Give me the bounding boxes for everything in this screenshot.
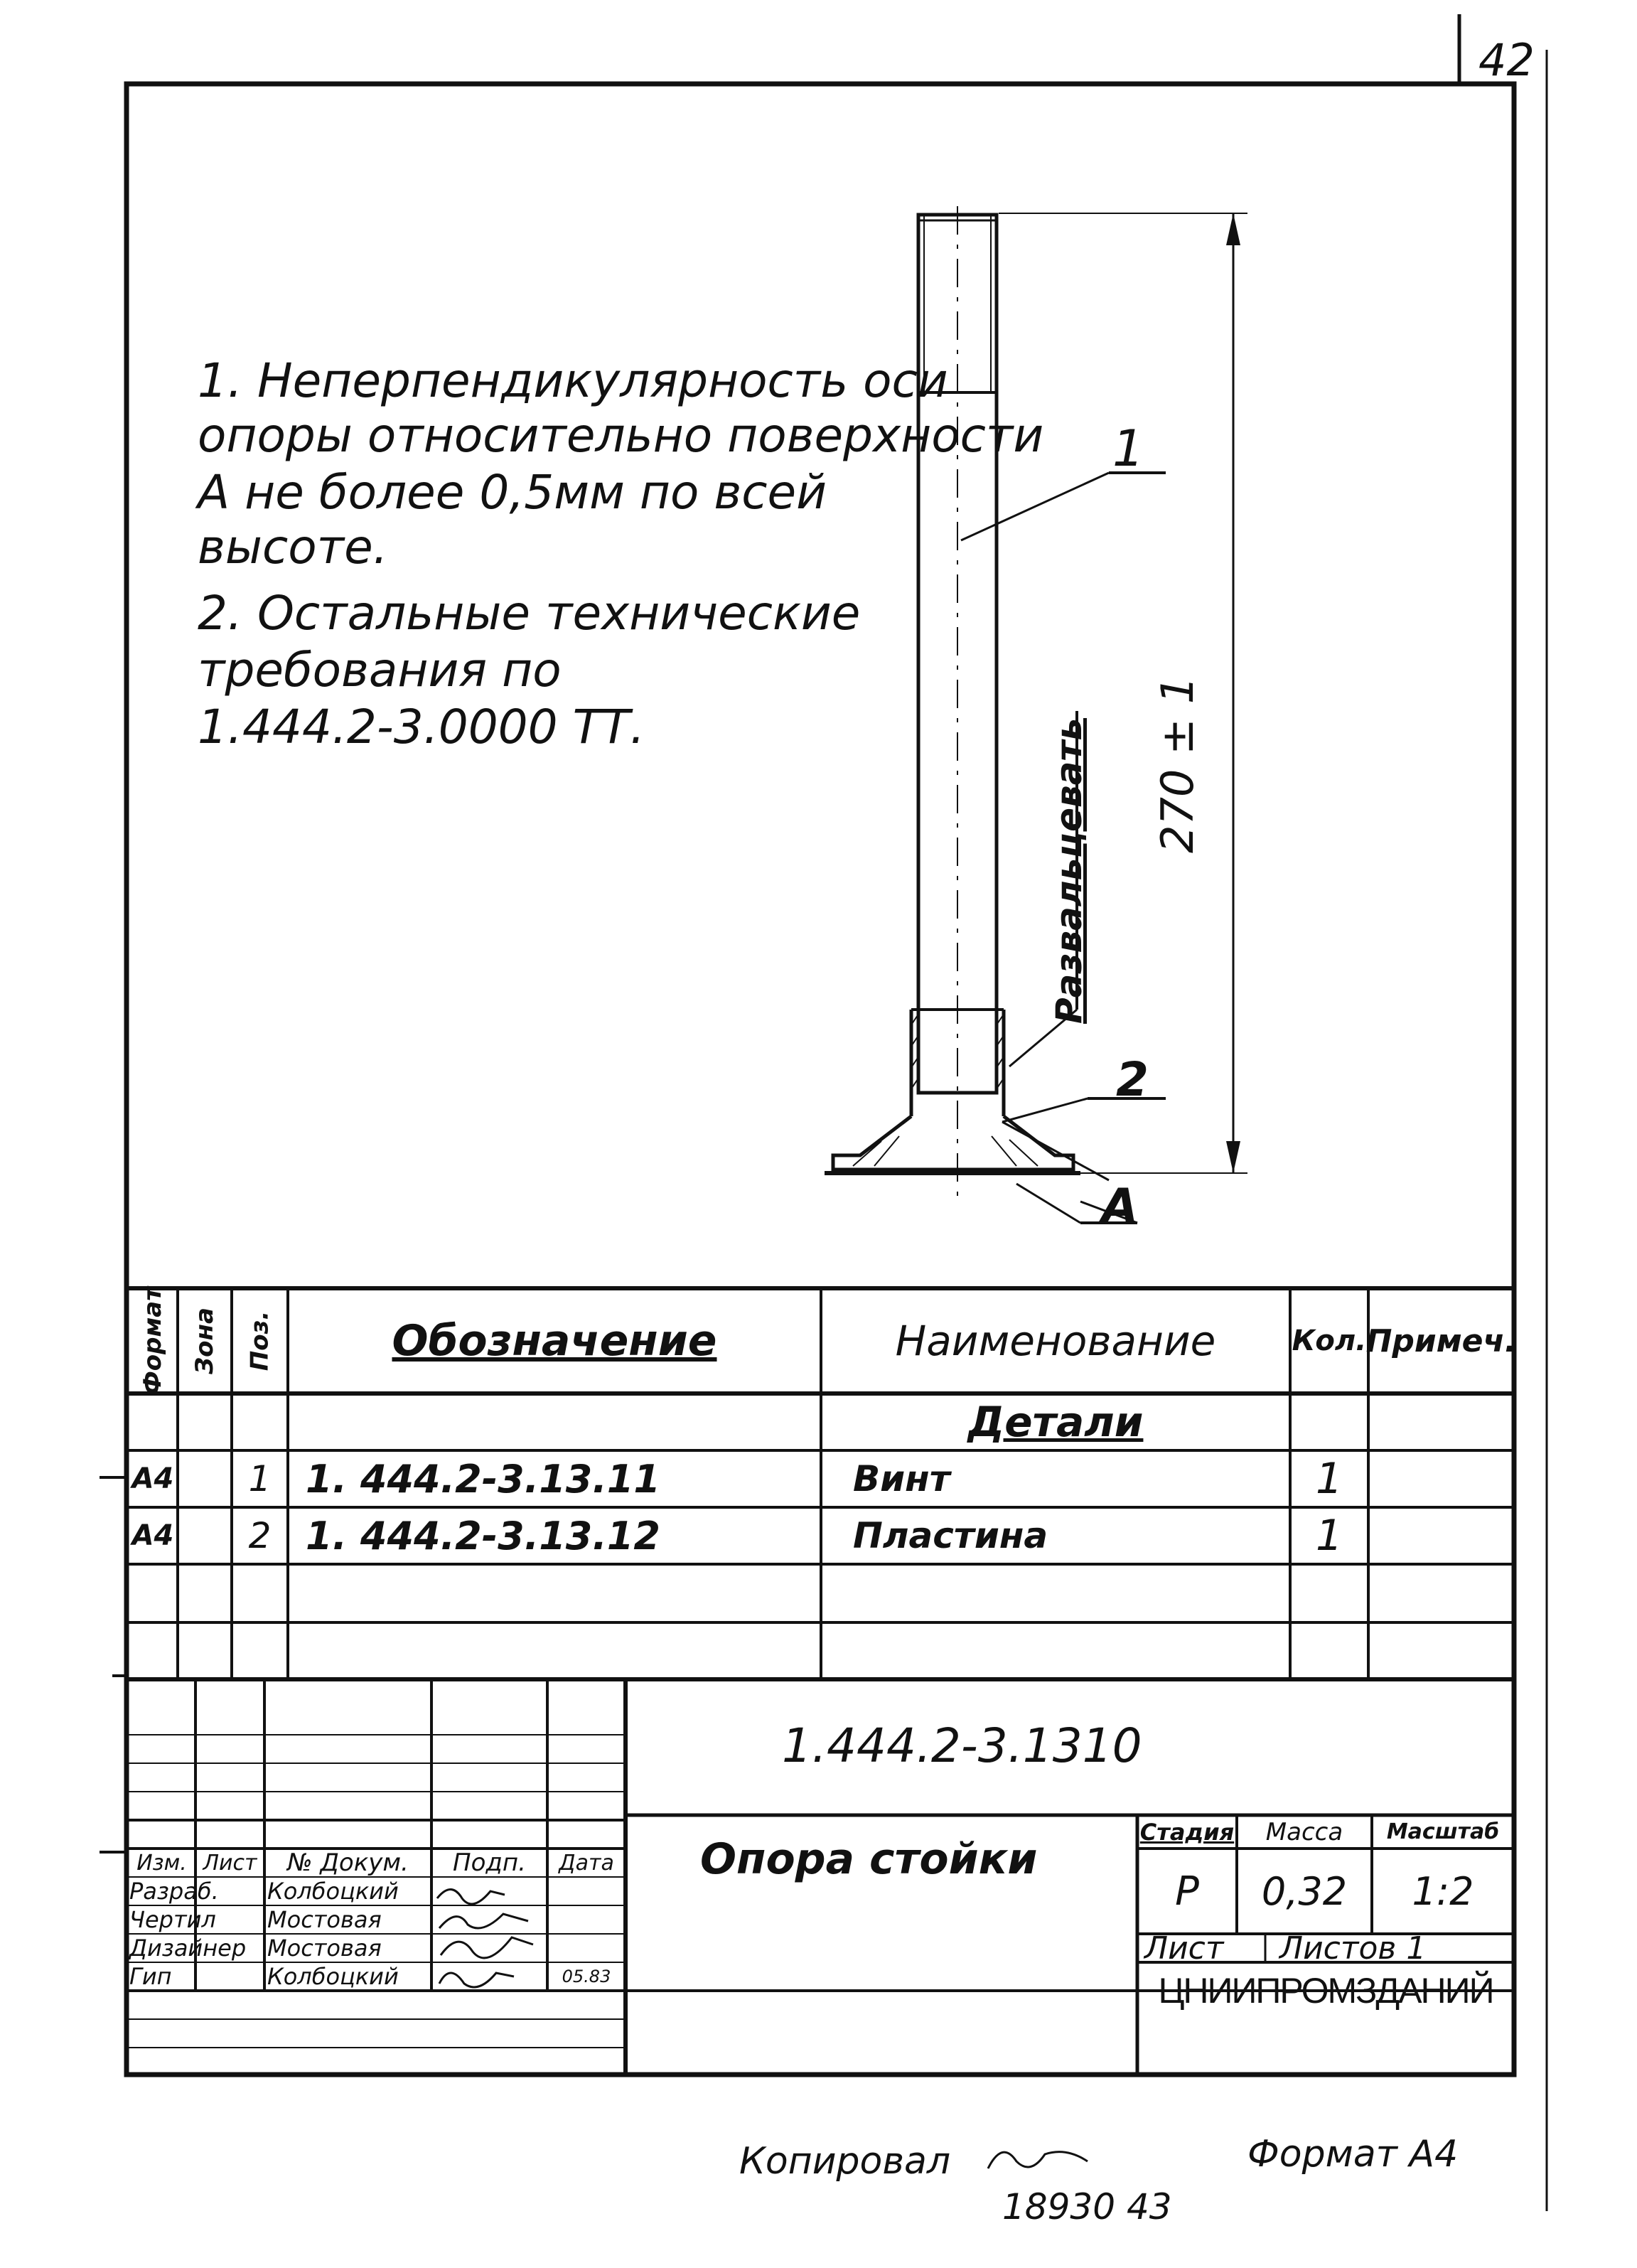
note-line: требования по [198,643,562,697]
row-pos: 2 [248,1515,272,1556]
sign-header-sign: Подп. [453,1849,526,1877]
document-title: Опора стойки [700,1834,1038,1884]
sign-header-doc: № Докум. [287,1849,409,1877]
row-name: Пластина [853,1515,1048,1556]
mass-label: Масса [1265,1817,1343,1846]
document-code: 1.444.2-3.1310 [782,1718,1142,1773]
header-note: Примеч. [1365,1322,1517,1359]
sign-header-date: Дата [559,1850,614,1876]
note-line: 1. Неперпендикулярность оси [198,353,948,408]
header-name: Наименование [895,1317,1216,1365]
scale-label: Масштаб [1386,1819,1500,1844]
row-format: А4 [132,1462,174,1495]
scale-value: 1:2 [1412,1868,1474,1914]
sign-header-list: Лист [203,1850,257,1876]
note-line: высоте. [198,520,388,574]
sign-role: Разраб. [129,1878,219,1905]
sign-date: 05.83 [562,1967,611,1986]
copied-by: Копировал [739,2140,951,2183]
sign-role: Дизайнер [129,1935,247,1962]
callout-A: А [1102,1179,1139,1234]
sign-name: Колбоцкий [267,1878,399,1905]
stage-value: Р [1175,1868,1199,1915]
callout-1: 1 [1112,419,1144,478]
sign-name: Мостовая [267,1935,382,1962]
row-designation: 1. 444.2-3.13.11 [306,1456,660,1502]
note-line: 2. Остальные технические [198,586,861,641]
row-pos: 1 [248,1458,272,1499]
header-qty: Кол. [1292,1325,1367,1357]
section-title: Детали [967,1398,1144,1446]
dimension-label: 270 ± 1 [1152,675,1203,853]
sheets-label: Листов 1 [1279,1930,1427,1967]
stage-label: Стадия [1139,1818,1235,1846]
row-format: А4 [132,1519,174,1552]
callout-2: 2 [1116,1052,1149,1107]
sign-role: Чертил [129,1906,216,1933]
organization-name: ЦНИИПРОМЗДАНИЙ [1158,1971,1493,2011]
header-designation: Обозначение [392,1316,717,1366]
thread-note: Развальцевать [1048,717,1090,1024]
mass-value: 0,32 [1261,1868,1348,1914]
row-qty: 1 [1315,1454,1343,1504]
row-designation: 1. 444.2-3.13.12 [306,1513,660,1558]
sheet-label: Лист [1144,1930,1224,1967]
note-line: опоры относительно поверхности [198,408,1044,463]
sheet-number: 42 [1478,34,1535,86]
sign-name: Колбоцкий [267,1963,399,1990]
header-format: Формат [139,1287,168,1395]
note-line: 1.444.2-3.0000 ТТ. [198,700,645,754]
sign-header-izm: Изм. [136,1850,187,1876]
row-name: Винт [853,1458,950,1499]
row-qty: 1 [1315,1511,1343,1561]
sign-role: Гип [129,1963,172,1990]
footer-number: 18930 43 [1002,2186,1172,2227]
note-line: А не более 0,5мм по всей [198,465,827,520]
header-pos: Поз. [245,1310,274,1371]
header-zone: Зона [190,1307,220,1374]
format-label: Формат А4 [1247,2133,1459,2176]
sign-name: Мостовая [267,1906,382,1933]
